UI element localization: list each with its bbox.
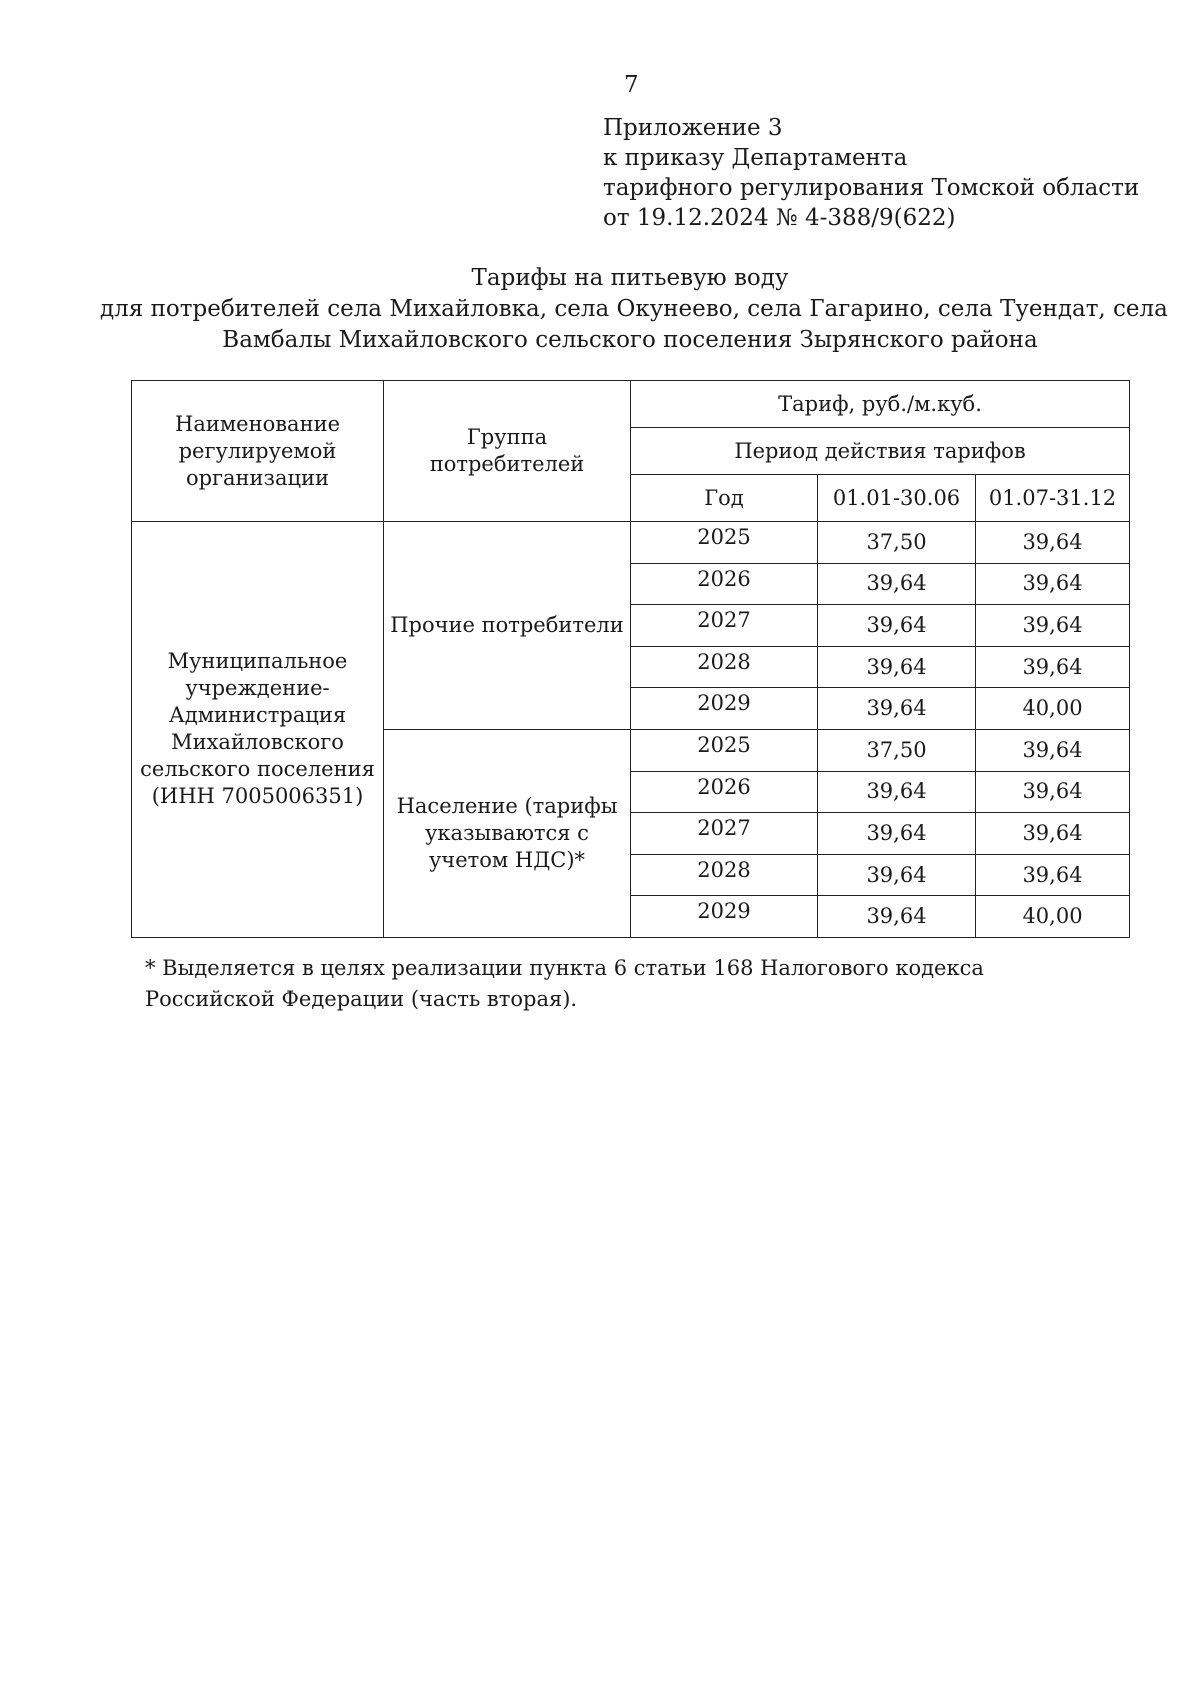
header-first-half: 01.01-30.06 bbox=[818, 475, 976, 522]
year-cell: 2027 bbox=[631, 605, 818, 647]
appendix-line: от 19.12.2024 № 4-388/9(622) bbox=[603, 205, 956, 231]
tariff-cell: 39,64 bbox=[818, 646, 976, 688]
group-cell-population: Население (тарифы указываются с учетом НДС)* bbox=[384, 729, 631, 937]
year-cell: 2029 bbox=[631, 688, 818, 730]
tariff-cell: 40,00 bbox=[976, 896, 1130, 938]
tariff-cell: 39,64 bbox=[976, 646, 1130, 688]
document-title bbox=[100, 263, 1168, 356]
tariff-table bbox=[131, 380, 1130, 938]
appendix-line: тарифного регулирования Томской области bbox=[603, 175, 1140, 201]
tariff-cell: 39,64 bbox=[976, 522, 1130, 564]
year-cell: 2029 bbox=[631, 896, 818, 938]
year-cell: 2025 bbox=[631, 522, 818, 564]
tariff-cell: 39,64 bbox=[818, 771, 976, 813]
table-row bbox=[132, 522, 1130, 564]
header-period: Период действия тарифов bbox=[631, 428, 1130, 475]
tariff-cell: 37,50 bbox=[818, 729, 976, 771]
organization-cell: Муниципальное учреждение-Администрация Михайловского сельского поселения (ИНН 7005006351) bbox=[132, 522, 384, 938]
header-second-half: 01.07-31.12 bbox=[976, 475, 1130, 522]
tariff-cell: 40,00 bbox=[976, 688, 1130, 730]
header-year: Год bbox=[631, 475, 818, 522]
tariff-cell: 39,64 bbox=[818, 688, 976, 730]
header-tariff: Тариф, руб./м.куб. bbox=[631, 381, 1130, 428]
title-line: Вамбалы Михайловского сельского поселения Зырянского района bbox=[222, 327, 1038, 353]
footnote: * Выделяется в целях реализации пункта 6 статьи 168 Налогового кодекса Российской Федерации (часть вторая). bbox=[145, 956, 984, 1011]
title-line: Тарифы на питьевую воду bbox=[471, 265, 789, 291]
page-number: 7 bbox=[624, 72, 639, 98]
tariff-cell: 39,64 bbox=[976, 563, 1130, 605]
tariff-cell: 37,50 bbox=[818, 522, 976, 564]
year-cell: 2026 bbox=[631, 771, 818, 813]
header-organization: Наименование регулируемой организации bbox=[132, 381, 384, 522]
tariff-cell: 39,64 bbox=[976, 771, 1130, 813]
year-cell: 2026 bbox=[631, 563, 818, 605]
tariff-cell: 39,64 bbox=[818, 813, 976, 855]
tariff-cell: 39,64 bbox=[976, 729, 1130, 771]
table-header-row bbox=[132, 381, 1130, 428]
year-cell: 2028 bbox=[631, 854, 818, 896]
tariff-cell: 39,64 bbox=[976, 813, 1130, 855]
appendix-header bbox=[603, 113, 1139, 233]
year-cell: 2027 bbox=[631, 813, 818, 855]
appendix-line: к приказу Департамента bbox=[603, 145, 908, 171]
tariff-cell: 39,64 bbox=[818, 563, 976, 605]
tariff-cell: 39,64 bbox=[818, 605, 976, 647]
year-cell: 2025 bbox=[631, 729, 818, 771]
header-group: Группа потребителей bbox=[384, 381, 631, 522]
tariff-cell: 39,64 bbox=[818, 854, 976, 896]
tariff-cell: 39,64 bbox=[976, 854, 1130, 896]
tariff-cell: 39,64 bbox=[976, 605, 1130, 647]
group-cell-other: Прочие потребители bbox=[384, 522, 631, 730]
tariff-cell: 39,64 bbox=[818, 896, 976, 938]
year-cell: 2028 bbox=[631, 646, 818, 688]
appendix-line: Приложение 3 bbox=[603, 115, 783, 141]
title-line: для потребителей села Михайловка, села Окунеево, села Гагарино, села Туендат, села bbox=[100, 296, 1168, 322]
